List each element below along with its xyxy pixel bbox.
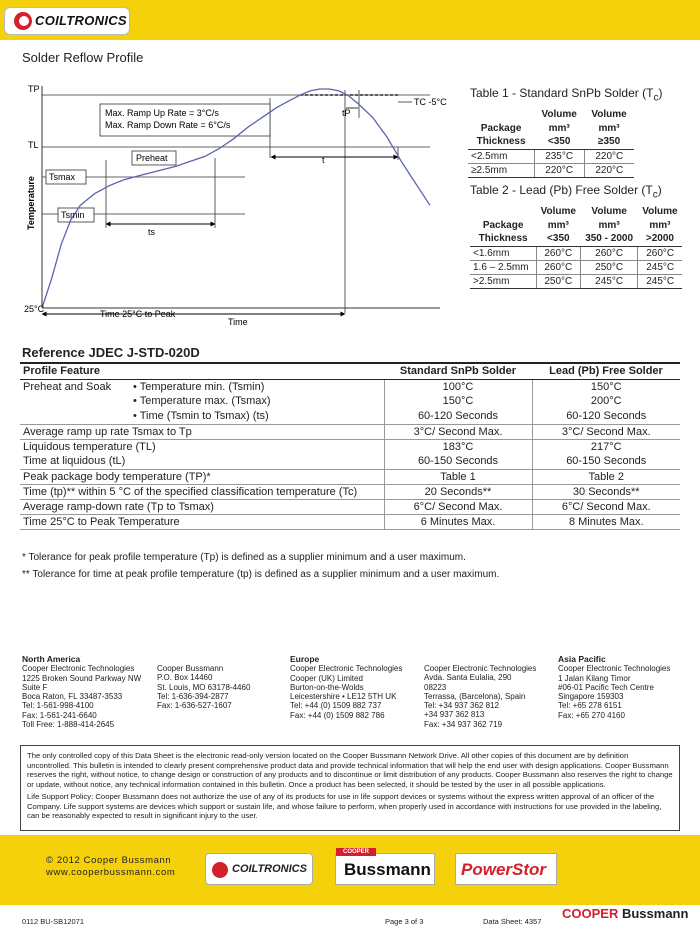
address-line: Fax: 1-636-527-1607 [157,701,232,711]
jdec-cell: Average ramp-down rate (Tp to Tsmax) [20,499,384,514]
jdec-cell: Time (tp)** within 5 °C of the specified classification temperature (Tc) [20,484,384,499]
address-line: Tel: +34 937 362 812 [424,701,499,711]
legal-disclaimer [20,745,680,831]
header-cell: Volume [591,108,627,120]
jdec-cell: Preheat and Soak [23,380,112,393]
jdec-title: Reference JDEC J-STD-020D [22,345,200,360]
table-header-row [470,204,682,218]
jdec-table [20,362,680,530]
address-line: +34 937 362 813 [424,710,485,720]
header-cell: >2000 [638,232,682,246]
jdec-cell [20,409,130,424]
address-line: Cooper Electronic Technologies [22,664,135,674]
page-number: Page 3 of 3 [385,917,424,926]
table-cell: >2.5mm [470,274,536,288]
address-line: Burton-on-the-Wolds [290,682,364,692]
address-line: Leicestershire • LE12 5TH UK [290,692,397,702]
table-cell: 245°C [638,274,682,288]
address-line: Cooper Electronic Technologies [424,664,537,673]
table-cell: 235°C [534,149,584,163]
copyright: © 2012 Cooper Bussmann [46,855,172,866]
table-header-row [468,121,634,135]
tc-label: TC -5°C [414,97,447,107]
jdec-row [20,439,680,454]
bussmann-brand-logo: COOPER Bussmann [335,853,435,885]
address-line: 08223 [424,682,447,692]
section-title: Solder Reflow Profile [22,50,144,65]
jdec-row [20,454,680,469]
table-header-row [468,135,634,149]
address-line: Tel: +44 (0) 1509 882 737 [290,701,382,711]
address-line: Cooper Electronic Technologies [290,664,403,674]
jdec-cell: Peak package body temperature (TP)* [20,469,384,484]
address-line: Cooper (UK) Limited [290,673,363,683]
table-cell: 250°C [580,260,637,274]
table2 [470,204,682,289]
header-cell [468,107,534,121]
header-cell: Volume [541,108,577,120]
header-cell: mm³ [548,122,570,134]
header-cell: Volume [540,205,576,217]
address-line: Avda. Santa Eulalia, 290 [424,673,512,683]
jdec-cell: Table 1 [384,469,532,484]
address-line: St. Louis, MO 63178-4460 [157,682,251,692]
jdec-cell: 6°C/ Second Max. [384,499,532,514]
address-europe: Europe Cooper Electronic Technologies Cooper (UK) Limited Burton-on-the-Wolds Leicestershire • LE12 5TH UK Tel: +44 (0) 1509 882 737 Fax: +44 (0) 1509 882 786 [290,654,403,720]
table-row [468,163,634,177]
jdec-header-pbfree: Lead (Pb) Free Solder [532,363,680,379]
address-asia-pacific: Asia Pacific Cooper Electronic Technologies 1 Jalan Kilang Timor #06-01 Pacific Tech Centre Singapore 159303 Tel: +65 278 6151 Fax: +65 270 4160 [558,654,671,720]
coiltronics-mark-icon [212,862,228,878]
jdec-cell: 6°C/ Second Max. [532,499,680,514]
jdec-cell: • Temperature max. (Tsmax) [133,395,271,407]
address-europe-2 [424,664,536,729]
time-to-peak-label: Time 25°C to Peak [100,309,176,319]
address-line: Fax: +65 270 4160 [558,710,625,720]
header-cell: Volume [591,205,627,217]
table-cell: ≥2.5mm [468,163,534,177]
table1-title: Table 1 - Standard SnPb Solder $(T_c)$ [470,86,663,104]
coiltronics-logo-mark-icon [14,12,32,30]
address-line: Toll Free: 1-888-414-2645 [22,720,115,730]
table-cell: 260°C [536,260,580,274]
note-tp-time: ** Tolerance for time at peak profile temperature (tp) is defined as a supplier minimum and a user maximum. [22,569,500,580]
tick-label-25c: 25°C [24,304,45,314]
address-line: #06-01 Pacific Tech Centre [558,682,654,692]
jdec-cell [20,394,130,409]
header-cell: Thickness [468,135,534,149]
table-cell: 220°C [584,163,634,177]
jdec-cell: 150°C [532,379,680,394]
header-cell: mm³ [598,122,620,134]
zone-label-tsmin: Tsmin [61,210,85,220]
table-cell: 260°C [536,246,580,260]
header-cell: Package [482,219,524,231]
jdec-row [20,409,680,424]
address-line: Tel: 1-636-394-2877 [157,691,229,701]
table-cell: 250°C [536,274,580,288]
jdec-row [20,424,680,439]
table-header-row [468,107,634,121]
header-cell: mm³ [649,219,671,231]
header-cell: Package [480,122,522,134]
table-cell: 245°C [580,274,637,288]
table-row [470,246,682,260]
reflow-profile-chart [20,78,450,328]
coiltronics-brand-logo: COILTRONICS [205,853,313,885]
table-cell: 220°C [584,149,634,163]
jdec-cell: 60-150 Seconds [384,454,532,469]
tp-label: tP [342,108,351,118]
address-line: Fax: 1-561-241-6640 [22,710,97,720]
tl-label: t [322,155,325,165]
address-line: Suite F [22,682,48,692]
website-link[interactable]: www.cooperbussmann.com [46,867,176,878]
header-cell: <350 [536,232,580,246]
jdec-cell: Average ramp up rate Tsmax to Tp [20,424,384,439]
jdec-cell: 150°C [384,394,532,409]
coiltronics-logo [4,7,130,35]
address-north-america-2 [157,664,250,710]
table-cell: <2.5mm [468,149,534,163]
life-support-policy: Life Support Policy: Cooper Bussmann does not authorize the use of any of its products for use in life support devices or systems without the express written approval of an officer of the Company. Life support systems are devices which support or sustain life, and whose failure to perform, when properly used in accordance with instructions for use provided in the labeling, can be reasonably expected to result in significant injury to the user. [27,792,662,820]
jdec-cell: 217°C [532,439,680,454]
header-cell: Thickness [470,232,536,246]
jdec-cell: 8 Minutes Max. [532,514,680,529]
table-cell: <1.6mm [470,246,536,260]
x-axis-label: Time [228,317,248,327]
table1 [468,107,634,178]
chart-frame [42,86,440,314]
header-cell: <350 [534,135,584,149]
address-line: P.O. Box 14460 [157,673,213,683]
tick-label-tp: TP [28,84,40,94]
jdec-row [20,484,680,499]
jdec-cell: Time at liquidous (tL) [20,454,384,469]
table-row [470,260,682,274]
tick-label-tl: TL [28,140,39,150]
jdec-cell: 183°C [384,439,532,454]
jdec-header-snpb: Standard SnPb Solder [384,363,532,379]
jdec-cell: 60-120 Seconds [532,409,680,424]
jdec-cell: Liquidous temperature (TL) [23,440,156,453]
table-header-row [470,232,682,246]
address-line: 1 Jalan Kilang Timor [558,673,631,683]
preheat-label: Preheat [136,153,168,163]
table-cell: 220°C [534,163,584,177]
table-row [470,274,682,288]
datasheet-number: Data Sheet: 4357 [483,917,542,926]
header-cell [470,204,536,218]
zone-label-tsmax: Tsmax [49,172,76,182]
ramp-up-label: Max. Ramp Up Rate = 3°C/s [105,108,219,118]
y-axis-label: Temperature [26,176,36,230]
header-cell: Volume [642,205,678,217]
table-cell: 245°C [638,260,682,274]
jdec-cell: 60-120 Seconds [384,409,532,424]
jdec-row [20,469,680,484]
address-line: Fax: +34 937 362 719 [424,719,503,729]
cooper-bussmann-logo: COOPER Bussmann [562,906,689,921]
jdec-cell: 6 Minutes Max. [384,514,532,529]
header-cell: 350 - 2000 [580,232,637,246]
table-row [468,149,634,163]
jdec-cell: 3°C/ Second Max. [384,424,532,439]
jdec-cell: • Time (Tsmin to Tsmax) (ts) [130,409,384,424]
jdec-cell: 20 Seconds** [384,484,532,499]
note-tp: * Tolerance for peak profile temperature (Tp) is defined as a supplier minimum and a user maximum. [22,552,466,563]
address-line: Cooper Bussmann [157,664,224,673]
document-code: 0112 BU-SB12071 [22,917,84,926]
table-cell: 260°C [580,246,637,260]
table-cell: 260°C [638,246,682,260]
address-line: Fax: +44 (0) 1509 882 786 [290,710,385,720]
table-cell: 1.6 – 2.5mm [470,260,536,274]
address-line: Terrassa, (Barcelona), Spain [424,691,526,701]
address-line: 1225 Broken Sound Parkway NW [22,673,142,683]
address-line: Cooper Electronic Technologies [558,664,671,674]
address-line: Tel: +65 278 6151 [558,701,622,711]
powerstor-brand-logo: PowerStor [455,853,557,885]
ts-label: ts [148,227,156,237]
jdec-row [20,514,680,529]
address-north-america: North America Cooper Electronic Technologies 1225 Broken Sound Parkway NW Suite F Boca Raton, FL 33487-3533 Tel: 1-561-998-4100 Fax: 1-561-241-6640 Toll Free: 1-888-414-2645 [22,654,142,730]
jdec-cell: Table 2 [532,469,680,484]
jdec-row [20,394,680,409]
jdec-cell: Time 25°C to Peak Temperature [20,514,384,529]
jdec-cell: 30 Seconds** [532,484,680,499]
table2-title: Table 2 - Lead (Pb) Free Solder $(T_c)$ [470,183,662,201]
table-header-row [470,218,682,232]
jdec-row [20,379,680,394]
logo-text: COILTRONICS [35,13,127,28]
header-cell: mm³ [547,219,569,231]
jdec-cell: 60-150 Seconds [532,454,680,469]
address-line: Tel: 1-561-998-4100 [22,701,94,711]
ramp-down-label: Max. Ramp Down Rate = 6°C/s [105,120,231,130]
jdec-row [20,499,680,514]
jdec-cell: 3°C/ Second Max. [532,424,680,439]
jdec-cell: 100°C [384,379,532,394]
jdec-header-feature: Profile Feature [20,363,384,379]
address-line: Boca Raton, FL 33487-3533 [22,692,123,702]
disclaimer-text: The only controlled copy of this Data Sheet is the electronic read-only version located on the Cooper Bussmann Network Drive. All other copies of this document are by definition uncontrolled. This bulletin is intended to clearly present comprehensive product data and provide technical information that will help the end user with design applications. Cooper Bussmann reserves the right, without notice, to change design or construction of any products and to discontinue or limit distribution of any products. Cooper Bussmann also reserves the right to change or update, without notice, any technical information contained in this bulletin. Once a product has been selected, it should be tested by the user in all possible applications. [27,751,673,789]
jdec-cell: 200°C [532,394,680,409]
jdec-cell: • Temperature min. (Tsmin) [133,380,265,393]
address-line: Singapore 159303 [558,692,624,702]
header-cell: mm³ [598,219,620,231]
header-cell: ≥350 [584,135,634,149]
